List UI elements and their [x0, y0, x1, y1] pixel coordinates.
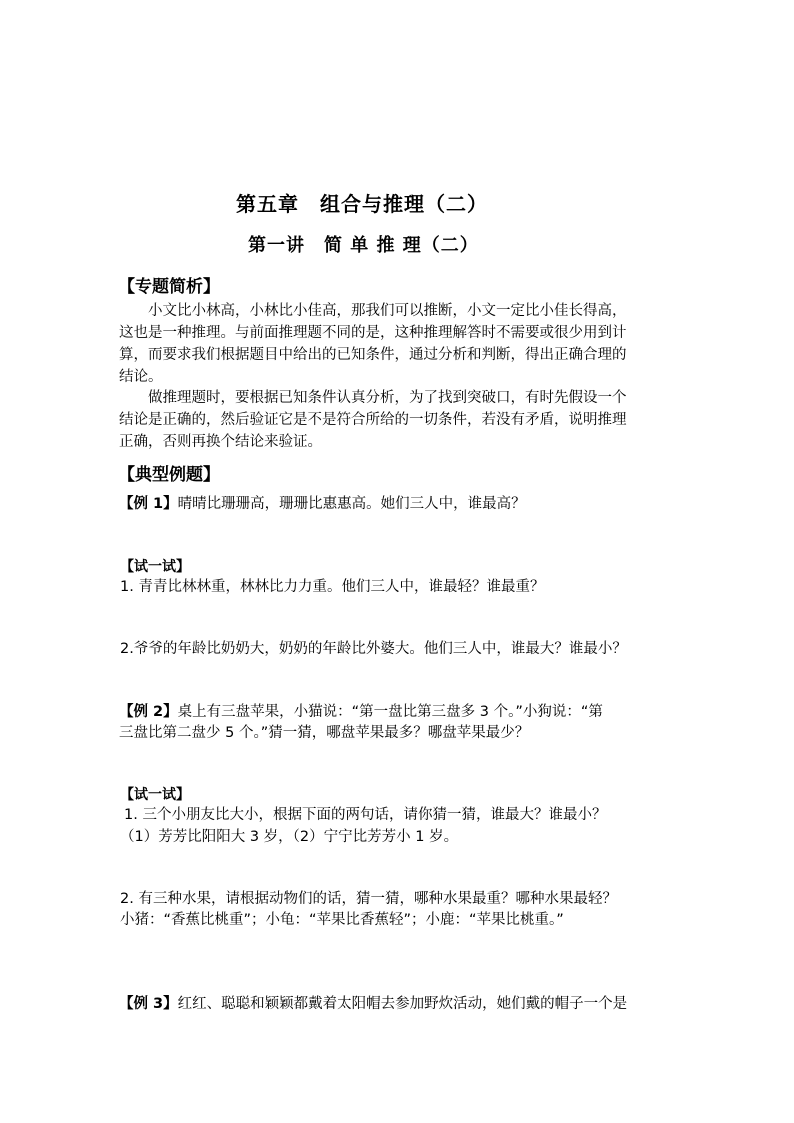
analysis-p2-line3: 正确，否则再换个结论来验证。: [119, 434, 322, 450]
analysis-p1-line1: 小文比小林高，小林比小佳高，那我们可以推断，小文一定比小佳长得高，: [148, 303, 627, 319]
example3: [119, 993, 627, 1015]
try2-question1-line2: （1）芳芳比阳阳大 3 岁，（2）宁宁比芳芳小 1 岁。: [120, 829, 459, 845]
analysis-p1-line4: 结论。: [119, 369, 163, 385]
example1: [119, 493, 526, 515]
example2-line1: [119, 701, 603, 723]
lecture-title: 第一讲 简 单 推 理（二）: [248, 235, 479, 256]
try2-question1-line1: 1. 三个小朋友比大小，根据下面的两句话，请你猜一猜，谁最大？谁最小？: [124, 807, 607, 823]
analysis-heading: 【专题简析】: [118, 277, 220, 297]
try2-question2-line2: 小猪：“香蕉比桃重”；小龟：“苹果比香蕉轻”；小鹿：“苹果比桃重。”: [120, 912, 564, 928]
try2-heading: 【试一试】: [120, 787, 190, 803]
try1-question1: 1. 青青比林林重，林林比力力重。他们三人中，谁最轻？谁最重？: [120, 579, 545, 595]
analysis-p2-line1: 做推理题时，要根据已知条件认真分析，为了找到突破口，有时先假设一个: [148, 390, 627, 406]
try2-question2-line1: 2. 有三种水果，请根据动物们的话，猜一猜，哪种水果最重？哪种水果最轻？: [120, 891, 617, 907]
example1-label: 【例 1】: [119, 496, 178, 512]
analysis-p2-line2: 结论是正确的，然后验证它是不是符合所给的一切条件，若没有矛盾，说明推理: [119, 412, 627, 428]
example2-label: 【例 2】: [119, 704, 178, 720]
examples-heading: 【典型例题】: [118, 465, 220, 485]
chapter-title: 第五章 组合与推理（二）: [236, 192, 488, 216]
example2-text-line1: 桌上有三盘苹果，小猫说：“第一盘比第三盘多 3 个。”小狗说：“第: [177, 704, 603, 720]
example2-line2: 三盘比第二盘少 5 个。”猜一猜，哪盘苹果最多？哪盘苹果最少？: [119, 725, 530, 741]
analysis-p1-line3: 算，而要求我们根据题目中给出的已知条件，通过分析和判断，得出正确合理的: [119, 347, 627, 363]
analysis-p1-line2: 这也是一种推理。与前面推理题不同的是，这种推理解答时不需要或很少用到计: [119, 325, 627, 341]
example3-text: 红红、聪聪和颖颖都戴着太阳帽去参加野炊活动，她们戴的帽子一个是: [177, 996, 628, 1012]
example3-label: 【例 3】: [119, 996, 178, 1012]
example1-text: 晴晴比珊珊高，珊珊比惠惠高。她们三人中，谁最高？: [177, 496, 526, 512]
try1-question2: 2.爷爷的年龄比奶奶大，奶奶的年龄比外婆大。他们三人中，谁最大？谁最小？: [120, 641, 627, 657]
try1-heading: 【试一试】: [120, 559, 190, 575]
